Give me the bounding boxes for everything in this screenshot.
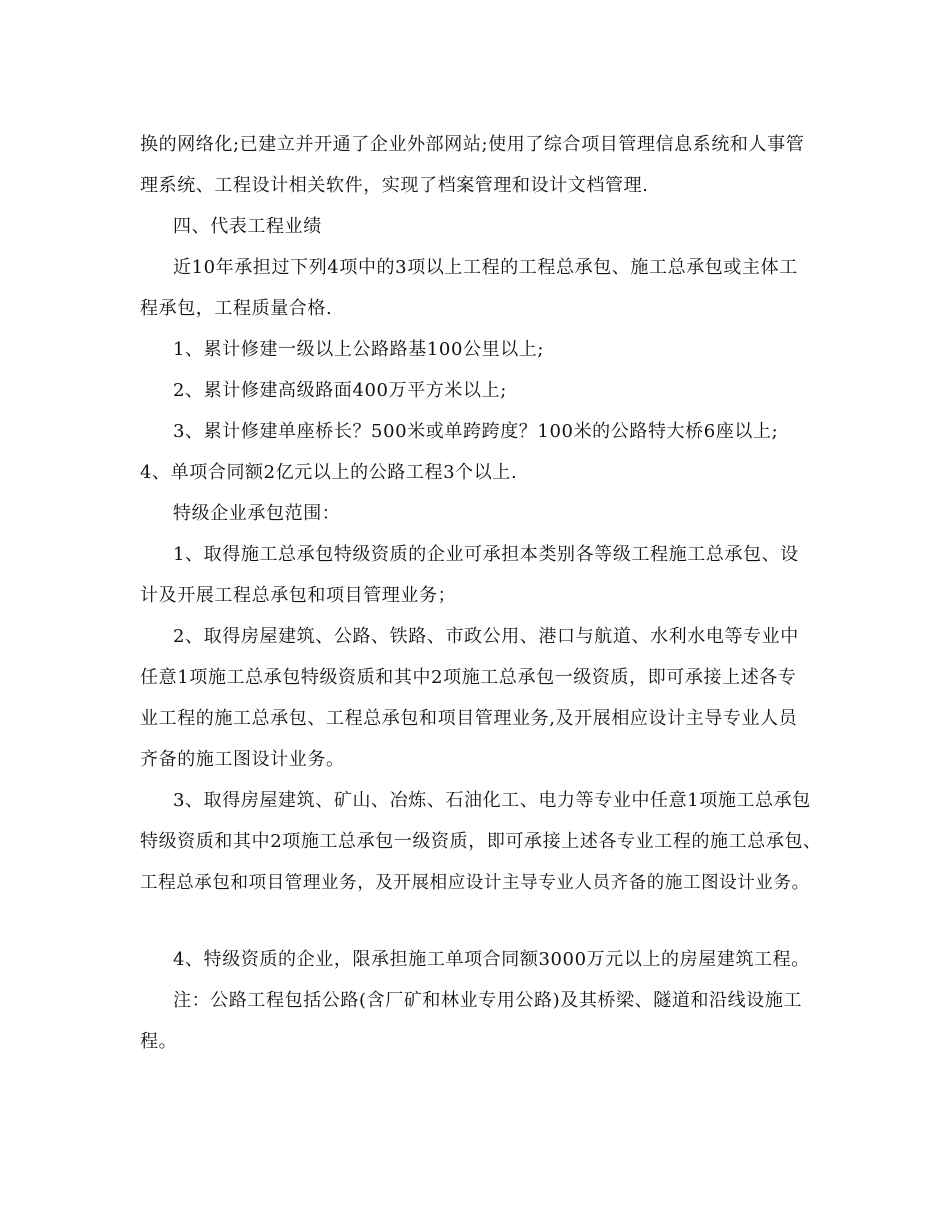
note-line-2: 程。 [140,1031,178,1052]
list-item-1: 1、累计修建一级以上公路路基100公里以上; [173,339,545,360]
scope-item-3-line-1: 3、取得房屋建筑、矿山、冶炼、石油化工、电力等专业中任意1项施工总承包 [173,790,811,811]
scope-item-4: 4、特级资质的企业，限承担施工单项合同额3000万元以上的房屋建筑工程。 [173,949,810,970]
scope-item-2-line-2: 任意1项施工总承包特级资质和其中2项施工总承包一级资质，即可承接上述各专 [140,667,797,688]
scope-item-3-line-2: 特级资质和其中2项施工总承包一级资质，即可承接上述各专业工程的施工总承包、 [140,831,822,852]
section-heading: 四、代表工程业绩 [173,216,322,237]
text-line-1: 换的网络化;已建立并开通了企业外部网站;使用了综合项目管理信息系统和人事管 [140,134,805,155]
subheading-scope: 特级企业承包范围： [173,503,341,524]
text-line-5: 程承包，工程质量合格. [140,298,333,319]
scope-item-1-line-2: 计及开展工程总承包和项目管理业务； [140,585,457,606]
note-line-1: 注：公路工程包括公路(含厂矿和林业专用公路)及其桥梁、隧道和沿线设施工 [173,990,803,1011]
text-line-4: 近10年承担过下列4项中的3项以上工程的工程总承包、施工总承包或主体工 [173,257,798,278]
scope-item-2-line-4: 齐备的施工图设计业务。 [140,749,345,770]
scope-item-3-line-3: 工程总承包和项目管理业务，及开展相应设计主导专业人员齐备的施工图设计业务。 [140,873,810,893]
list-item-3: 3、累计修建单座桥长？500米或单跨跨度？100米的公路特大桥6座以上; [173,421,779,442]
scope-item-2-line-3: 业工程的施工总承包、工程总承包和项目管理业务,及开展相应设计主导专业人员 [140,708,798,729]
list-item-4: 4、单项合同额2亿元以上的公路工程3个以上. [140,462,518,483]
text-line-2: 理系统、工程设计相关软件，实现了档案管理和设计文档管理. [140,175,649,196]
scope-item-1-line-1: 1、取得施工总承包特级资质的企业可承担本类别各等级工程施工总承包、设 [173,544,799,565]
scope-item-2-line-1: 2、取得房屋建筑、公路、铁路、市政公用、港口与航道、水利水电等专业中 [173,626,799,647]
list-item-2: 2、累计修建高级路面400万平方米以上; [173,380,507,401]
